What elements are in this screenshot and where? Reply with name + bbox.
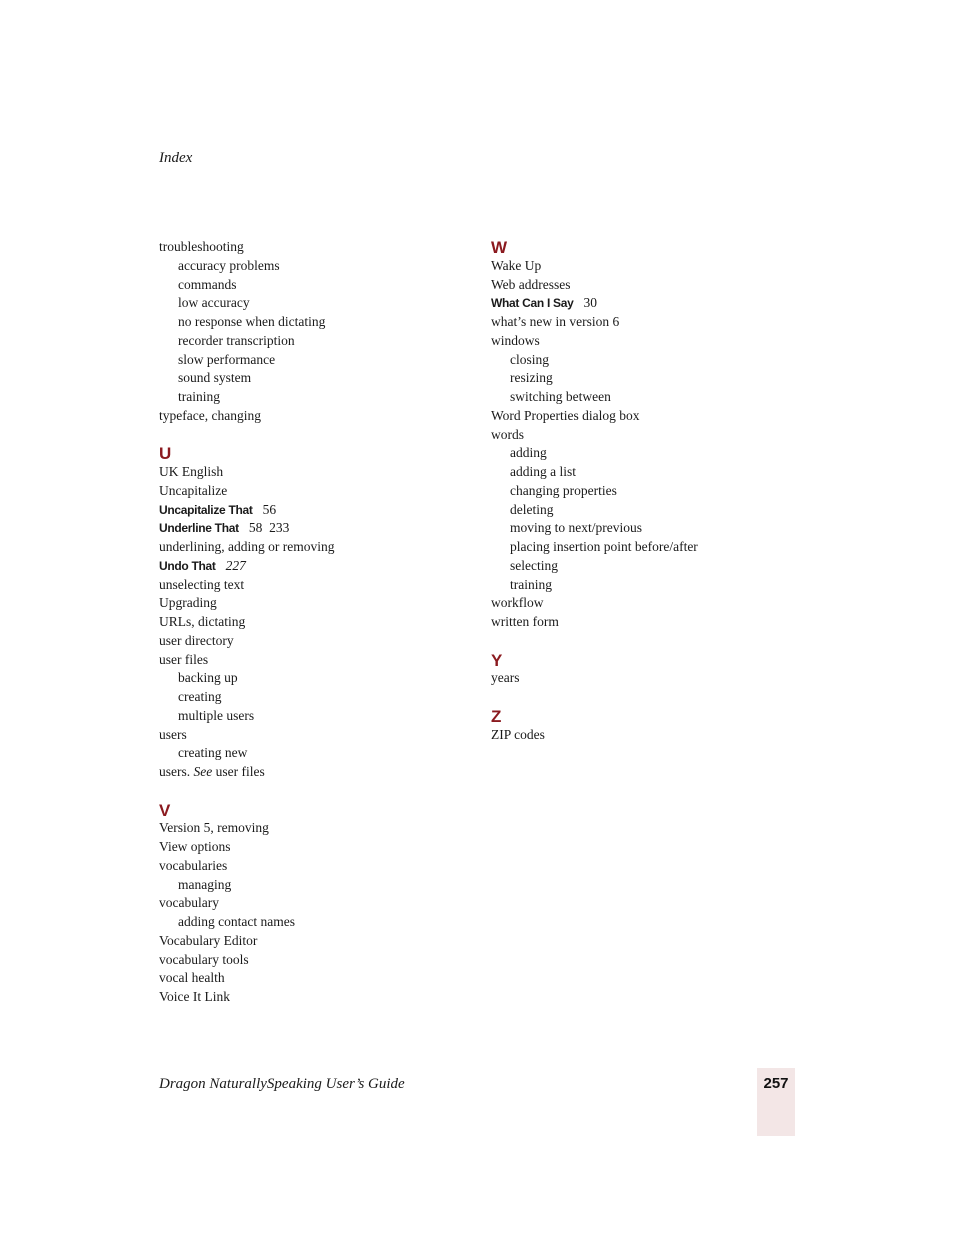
page-number: 257	[763, 1075, 789, 1092]
page-reference: 30	[583, 295, 597, 311]
section-spacer	[491, 688, 811, 707]
index-subentry: adding contact names	[178, 914, 295, 929]
index-entry: vocabulary	[159, 895, 219, 911]
section-letter: Y	[491, 650, 503, 670]
index-subentry: no response when dictating	[178, 314, 326, 329]
section-letter: U	[159, 444, 172, 464]
page-reference: 58 233	[248, 520, 290, 536]
index-command-entry	[159, 501, 479, 520]
index-subentry: training	[510, 576, 552, 592]
index-entry: vocal health	[159, 970, 225, 986]
index-subentry: accuracy problems	[178, 257, 280, 273]
index-see-entry	[159, 763, 479, 782]
index-entry: ZIP codes	[491, 726, 545, 742]
index-entry: words	[491, 426, 524, 442]
index-entry: Word Properties dialog box	[491, 407, 640, 423]
index-entry: Voice It Link	[159, 989, 230, 1004]
index-subentry: creating	[178, 689, 222, 704]
index-subentry: managing	[178, 876, 232, 892]
index-subentry: sound system	[178, 370, 252, 386]
section-letter: Z	[491, 706, 502, 726]
index-column-left	[159, 238, 479, 1007]
index-entry: user files	[159, 651, 209, 667]
section-spacer	[491, 632, 811, 651]
index-entry: workflow	[491, 595, 544, 611]
index-entry: UK English	[159, 464, 224, 479]
index-command-entry	[491, 294, 811, 313]
index-entry: Wake Up	[491, 257, 542, 273]
index-subentry: closing	[510, 351, 549, 367]
index-subentry: deleting	[510, 501, 554, 517]
index-entry: troubleshooting	[159, 239, 244, 254]
index-subentry: commands	[178, 276, 237, 292]
index-entry: Upgrading	[159, 595, 217, 611]
page-reference: 227	[225, 557, 246, 573]
index-subentry: resizing	[510, 370, 553, 386]
index-command-entry	[159, 557, 479, 576]
index-entry: vocabulary tools	[159, 951, 249, 967]
index-column-right	[491, 238, 811, 744]
entry-term: users.	[159, 764, 191, 779]
index-entry: Web addresses	[491, 276, 571, 292]
index-entry: URLs, dictating	[159, 614, 246, 629]
index-entry: what’s new in version 6	[491, 314, 620, 329]
section-spacer	[159, 782, 479, 801]
page-number-tab	[757, 1068, 795, 1136]
command-name: Uncapitalize That	[159, 502, 253, 517]
section-letter: V	[159, 800, 171, 820]
section-spacer	[159, 426, 479, 445]
command-name: Undo That	[159, 558, 216, 573]
see-target: user files	[215, 764, 265, 779]
index-subentry: creating new	[178, 745, 248, 761]
index-entry: vocabularies	[159, 857, 228, 873]
book-title: Dragon NaturallySpeaking User’s Guide	[159, 1076, 405, 1092]
index-entry: Uncapitalize	[159, 482, 228, 498]
index-entry: underlining, adding or removing	[159, 539, 335, 554]
index-subentry: changing properties	[510, 482, 617, 498]
index-entry: Version 5, removing	[159, 820, 269, 836]
page-reference: 56	[262, 501, 277, 517]
index-subentry: placing insertion point before/after	[510, 539, 698, 554]
index-subentry: selecting	[510, 557, 558, 573]
index-entry: typeface, changing	[159, 407, 261, 423]
index-subentry: switching between	[510, 389, 611, 404]
index-entry: written form	[491, 614, 559, 629]
index-subentry: adding a list	[510, 464, 576, 479]
running-head: Index	[159, 150, 193, 166]
index-entry: Vocabulary Editor	[159, 932, 258, 948]
index-entry: years	[491, 670, 520, 686]
index-subentry: slow performance	[178, 351, 276, 367]
see-label: See	[193, 764, 213, 779]
index-entry: windows	[491, 332, 540, 348]
index-subentry: low accuracy	[178, 295, 250, 311]
section-letter: W	[491, 238, 508, 257]
index-subentry: training	[178, 389, 220, 404]
command-name: What Can I Say	[491, 296, 574, 311]
command-name: Underline That	[159, 521, 239, 536]
index-entry: unselecting text	[159, 576, 245, 592]
index-entry: View options	[159, 839, 231, 854]
index-subentry: adding	[510, 445, 547, 461]
index-entry: users	[159, 726, 187, 742]
index-subentry: multiple users	[178, 707, 255, 723]
index-command-entry	[159, 519, 479, 538]
index-subentry: moving to next/previous	[510, 520, 642, 536]
index-entry: user directory	[159, 632, 234, 648]
index-subentry: backing up	[178, 670, 238, 686]
index-subentry: recorder transcription	[178, 332, 295, 348]
